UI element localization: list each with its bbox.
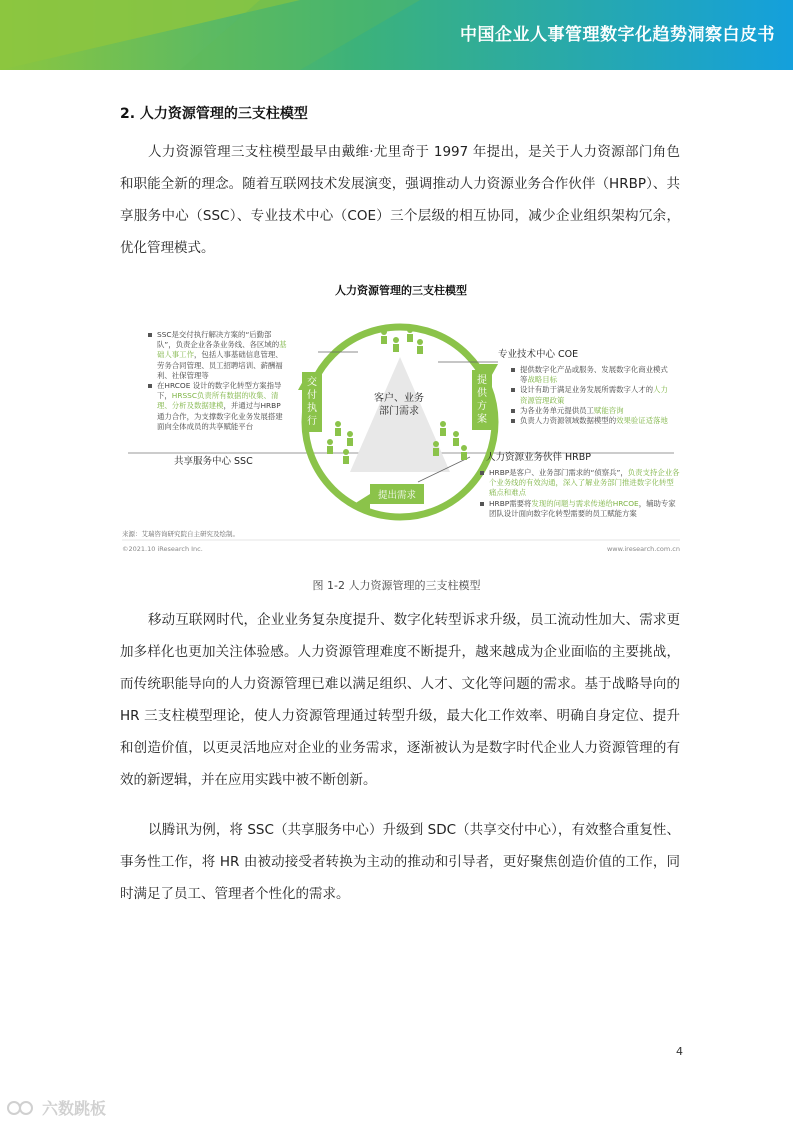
paragraph-1: 人力资源管理三支柱模型最早由戴维·尤里奇于 1997 年提出，是关于人力资源部门角色和职能全新的理念。随着互联网技术发展演变，强调推动人力资源业务合作伙伴（HRBP）、共享服务中心（SSC）、专业技术中心（COE）三个层级的相互协同，减少企业组织架构冗余，优化管理模式。 (120, 144, 680, 256)
paragraph-2: 移动互联网时代，企业业务复杂度提升、数字化转型诉求升级，员工流动性加大、需求更加多样化也更加关注体验感。人力资源管理难度不断提升，越来越成为企业面临的主要挑战，而传统职能导向的人力资源管理已难以满足组织、人才、文化等问题的需求。基于战略导向的 HR 三支柱模型理论，使人力资源管理通过转型升级，最大化工作效率、明确自身定位、提升和创造价值，以更灵活地应对企业的业务需求，逐渐被认为是数字时代企业人力资源管理的有效的新逻辑，并在应用实践中被不断创新。 (120, 612, 680, 788)
figure-website: www.iresearch.com.cn (606, 545, 680, 553)
hrbp-note-text: ，辅助专家团队设计面向数字化转型需要的员工赋能方案 (489, 498, 676, 518)
ssc-note (148, 330, 288, 432)
section-title: 2. 人力资源管理的三支柱模型 (120, 106, 308, 122)
figure-title: 人力资源管理的三支柱模型 (335, 284, 467, 297)
coe-label: 专业技术中心 COE (498, 349, 579, 360)
label-deliver-execute: 交付执行 (302, 372, 322, 432)
center-label (364, 392, 434, 418)
coe-note-highlight: 赋能咨询 (593, 405, 624, 415)
hrbp-note-item-2 (480, 499, 680, 519)
coe-note-item (511, 406, 671, 416)
coe-note-item (511, 365, 671, 385)
ssc-note-text: SSC是交付执行解决方案的“后勤部队”，负责企业各条业务线、各区域的 (157, 330, 280, 350)
figure-copyright: ©2021.10 iResearch Inc. (122, 545, 203, 553)
ssc-note-highlight: 基础人事工作 (157, 340, 287, 360)
ssc-note-text: ，包括人事基础信息管理、劳务合同管理、员工招聘培训、薪酬福利、社保管理等 (157, 350, 283, 380)
coe-note-text: 负责人力资源领域数据模型的 (520, 416, 617, 426)
ssc-note-highlight: HRSSC负责所有数据的收集、清理、分析及数据建模 (157, 391, 279, 411)
person-icon-group-right (433, 421, 467, 460)
coe-note-item (511, 416, 671, 426)
coe-note-highlight: 人力资源管理政策 (520, 385, 668, 405)
watermark-text: 六数跳板 (42, 1099, 107, 1118)
paragraph-3: 以腾讯为例，将 SSC（共享服务中心）升级到 SDC（共享交付中心），有效整合重复性、事务性工作，将 HR 由被动接受者转换为主动的推动和引导者，更好聚焦创造价值的工作，同时满足了员工、管理者个性化的需求。 (120, 822, 680, 902)
center-label-line1: 客户、业务 (374, 393, 424, 404)
ssc-note-item-2 (148, 381, 288, 432)
hrbp-note-text: HRBP需要将 (489, 498, 532, 508)
ssc-note-text: ，并通过与HRBP 通力合作，为支撑数字化业务发展搭建面向全体成员的共享赋能平台 (157, 401, 283, 431)
ssc-label: 共享服务中心 SSC (174, 456, 253, 467)
coe-note-highlight: 效果验证适落地 (616, 416, 668, 426)
label-raise-demand: 提出需求 (370, 484, 424, 504)
page-number: 4 (676, 1045, 683, 1058)
coe-note-text: 为各业务单元提供员工 (520, 405, 594, 415)
watermark (6, 1096, 106, 1119)
figure-caption: 图 1-2 人力资源管理的三支柱模型 (312, 579, 481, 592)
hrbp-note-item-1 (480, 468, 680, 499)
person-icon-group-left (327, 421, 353, 464)
figure-three-pillar-model (118, 272, 684, 557)
coe-note-text: 设计有助于满足业务发展所需数字人才的 (520, 385, 654, 395)
watermark-logo-icon (6, 1099, 38, 1117)
hrbp-note-highlight: 负责支持企业各个业务线的有效沟通，深入了解业务部门推进数字化转型痛点和难点 (489, 468, 680, 498)
coe-note-item (511, 385, 671, 405)
header-title: 中国企业人事管理数字化趋势洞察白皮书 (460, 25, 775, 45)
ssc-note-item-1 (148, 330, 288, 381)
coe-note (511, 365, 671, 426)
hrbp-note-text: HRBP是客户、业务部门需求的“侦察兵”， (489, 468, 628, 477)
figure-source: 来源：艾瑞咨询研究院自主研究及绘制。 (122, 530, 239, 538)
coe-note-text: 提供数字化产品或服务、发展数字化商业模式等 (520, 365, 668, 385)
hrbp-note-highlight: 发现的问题与需求传递给HRCOE (531, 498, 639, 508)
hrbp-label: 人力资源业务伙伴 HRBP (486, 452, 592, 463)
center-label-line2: 部门需求 (379, 406, 419, 417)
hrbp-note (480, 468, 680, 519)
header-banner (0, 0, 793, 70)
coe-note-highlight: 战略目标 (527, 375, 557, 385)
label-provide-solution: 提供方案 (472, 370, 492, 430)
ssc-note-text: 在HRCOE 设计的数字化转型方案指导下， (157, 381, 282, 401)
